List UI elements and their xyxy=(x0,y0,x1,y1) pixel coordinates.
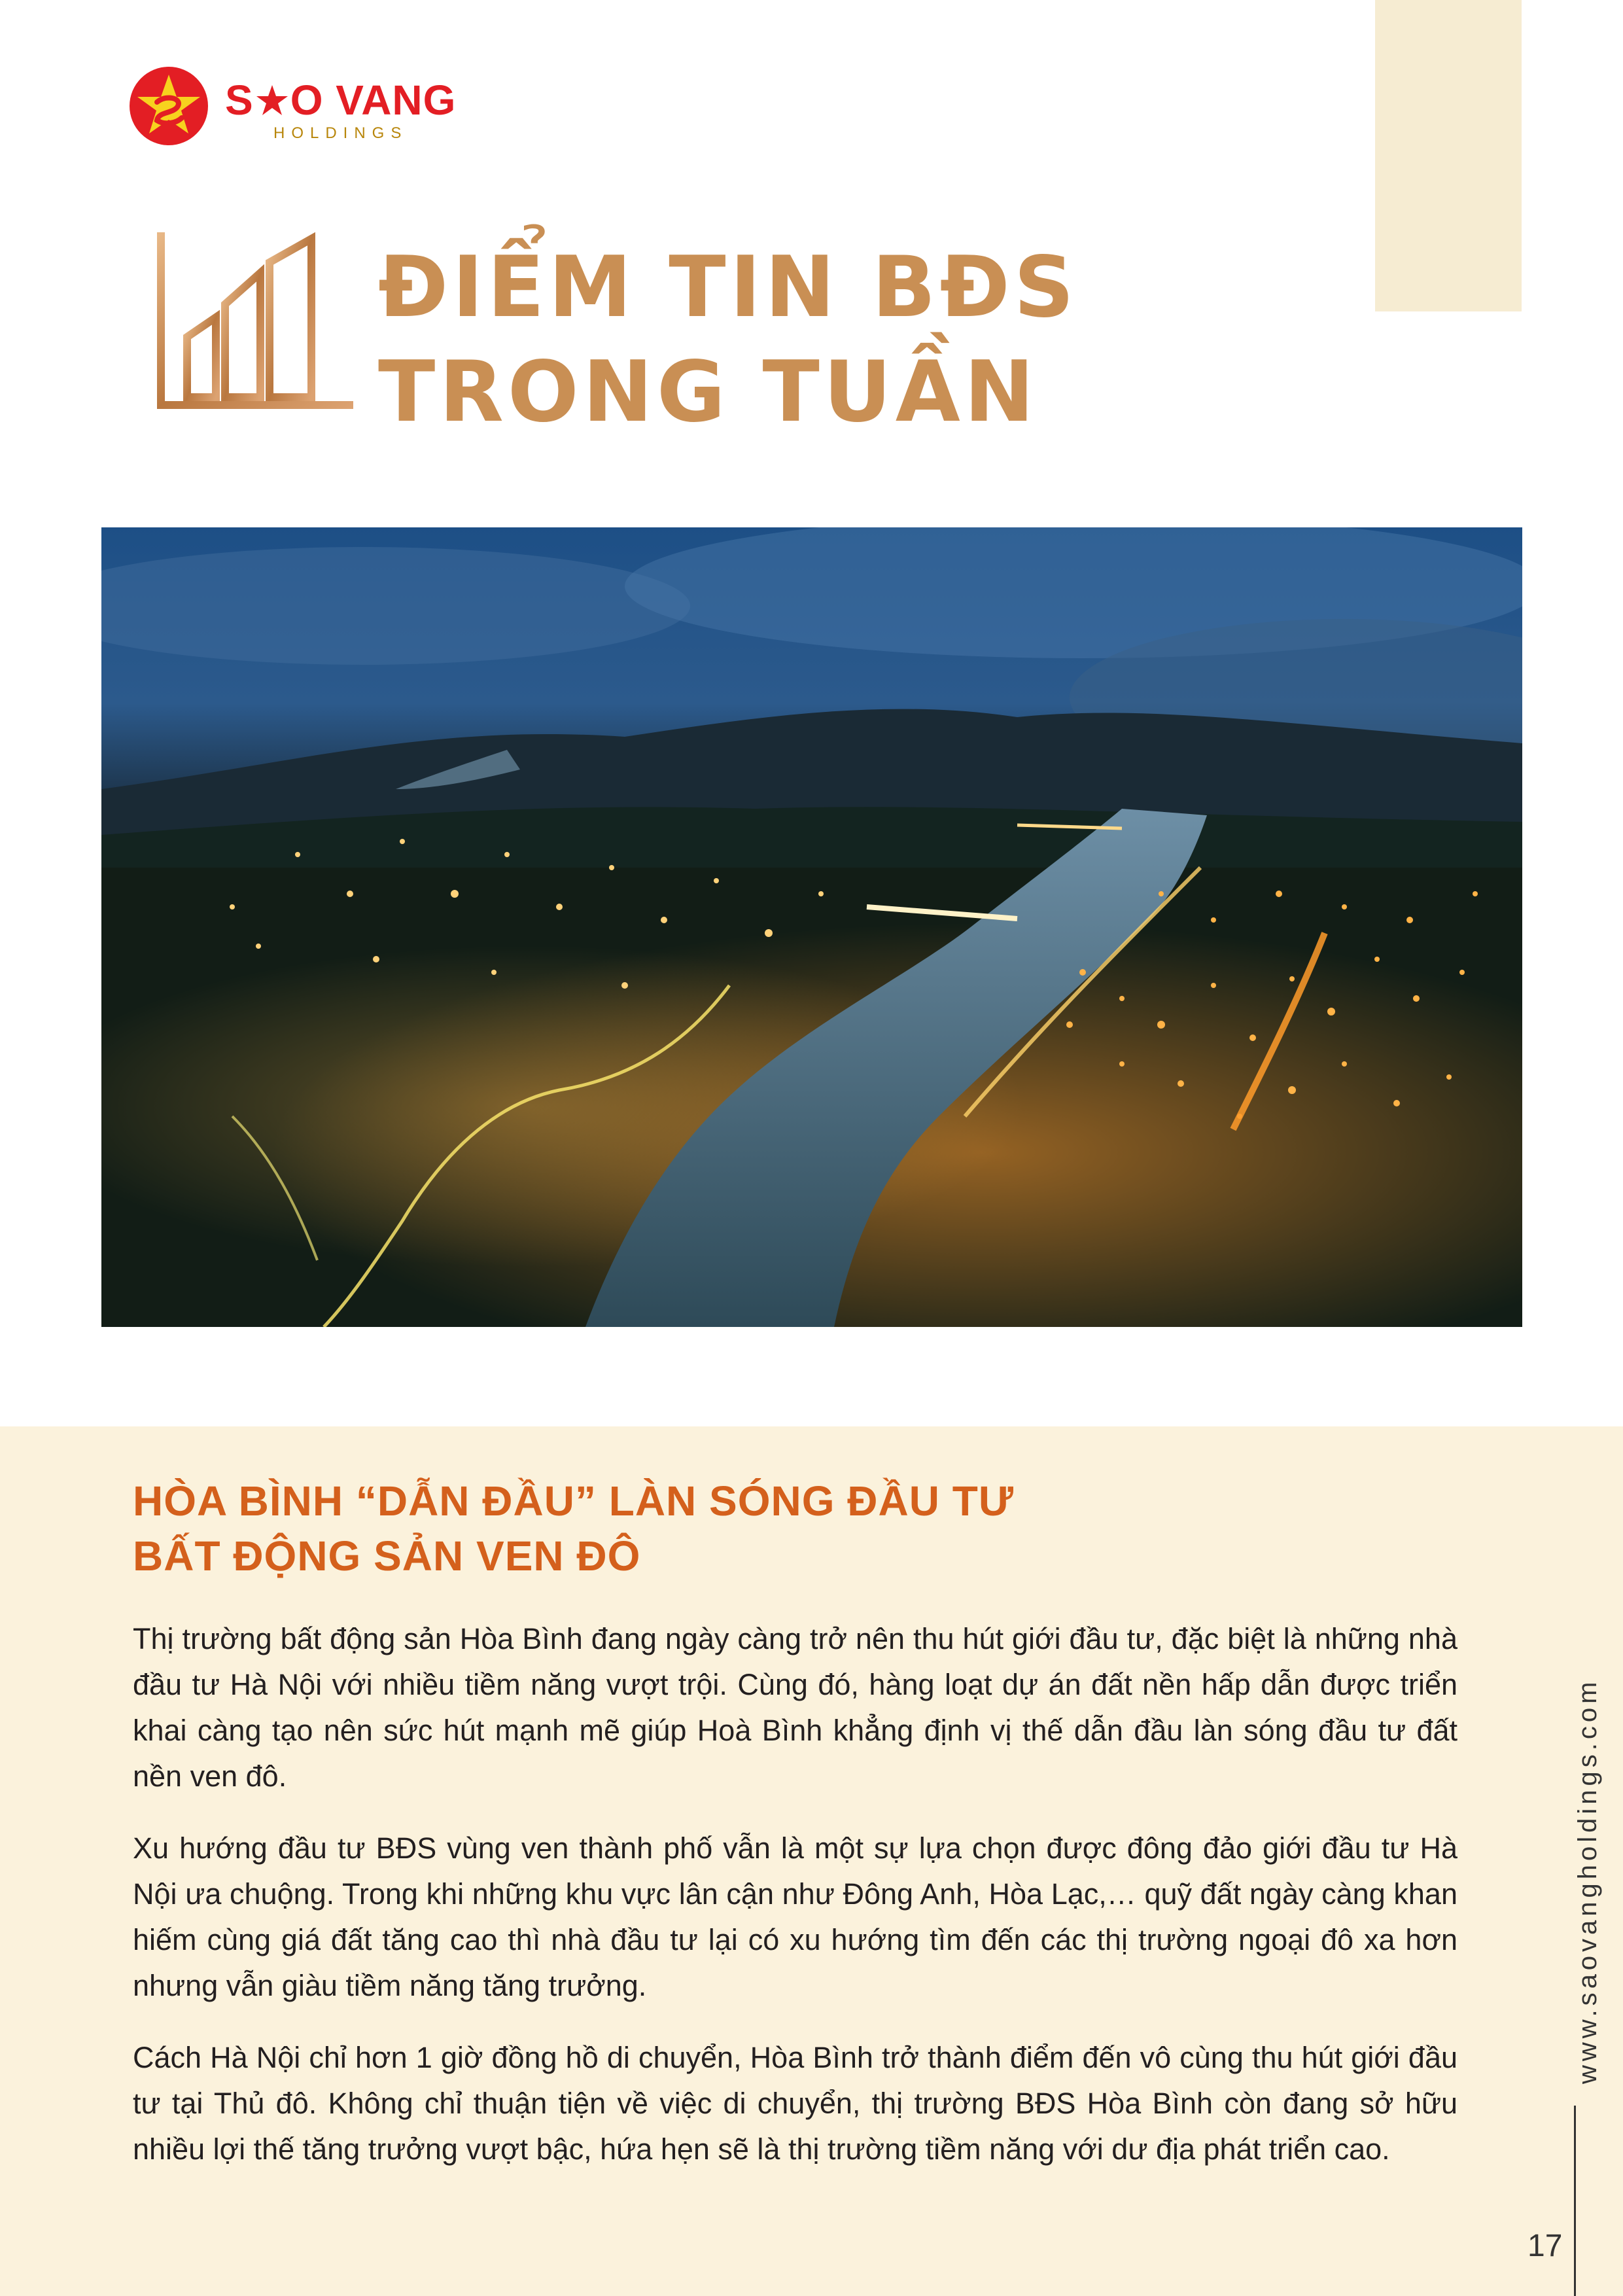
paragraph-2: Xu hướng đầu tư BĐS vùng ven thành phố vẫn là một sự lựa chọn được đông đảo giới đầu tư Hà Nội ưa chuộng. Trong khi những khu vực lân cận như Đông Anh, Hòa Lạc,… quỹ đất ngày càng khan hiếm cùng giá đất tăng cao thì nhà đầu tư lại có xu hướng tìm đến các thị trường ngoại đô xa hơn nhưng vẫn giàu tiềm năng tăng trưởng. xyxy=(133,1831,1457,2002)
brand-letter-s: S xyxy=(225,77,254,124)
brand-wordmark xyxy=(225,77,456,123)
corner-tab-accent xyxy=(1375,0,1522,311)
title-line-2: TRONG TUẦN xyxy=(378,344,1038,441)
article-headline xyxy=(133,1474,1376,1583)
night-aerial-city-river-photo xyxy=(101,527,1522,1327)
brand-letters-rest: O VANG xyxy=(290,77,457,124)
brand-logo[interactable] xyxy=(128,65,468,150)
star-icon xyxy=(255,83,289,117)
website-url[interactable]: www.saovangholdings.com xyxy=(1573,1678,1602,2084)
sao-vang-badge-icon xyxy=(128,65,209,147)
paragraph-3: Cách Hà Nội chỉ hơn 1 giờ đồng hồ di chuyển, Hòa Bình trở thành điểm đến vô cùng thu hút giới đầu tư tại Thủ đô. Không chỉ thuận tiện về việc di chuyển, thị trường BĐS Hòa Bình còn đang sở hữu nhiều lợi thế tăng trưởng vượt bậc, hứa hẹn sẽ là thị trường tiềm năng với dư địa phát triển cao. xyxy=(133,2041,1457,2166)
paragraph-1: Thị trường bất động sản Hòa Bình đang ngày càng trở nên thu hút giới đầu tư, đặc biệt là những nhà đầu tư Hà Nội với nhiều tiềm năng vượt trội. Cùng đó, hàng loạt dự án đất nền hấp dẫn được triển khai càng tạo nên sức hút mạnh mẽ giúp Hoà Bình khẳng định vị thế dẫn đầu làn sóng đầu tư đất nền ven đô. xyxy=(133,1622,1457,1793)
page-title xyxy=(378,236,1229,445)
headline-line-2: BẤT ĐỘNG SẢN VEN ĐÔ xyxy=(133,1532,641,1580)
page-number: 17 xyxy=(1527,2229,1563,2263)
title-line-1: ĐIỂM TIN BĐS xyxy=(378,239,1078,336)
article-body xyxy=(133,1616,1457,2199)
sidebar-divider xyxy=(1574,2106,1576,2296)
brand-subtitle: HOLDINGS xyxy=(273,124,408,142)
buildings-chart-icon xyxy=(157,232,353,409)
headline-line-1: HÒA BÌNH “DẪN ĐẦU” LÀN SÓNG ĐẦU TƯ xyxy=(133,1477,1014,1525)
